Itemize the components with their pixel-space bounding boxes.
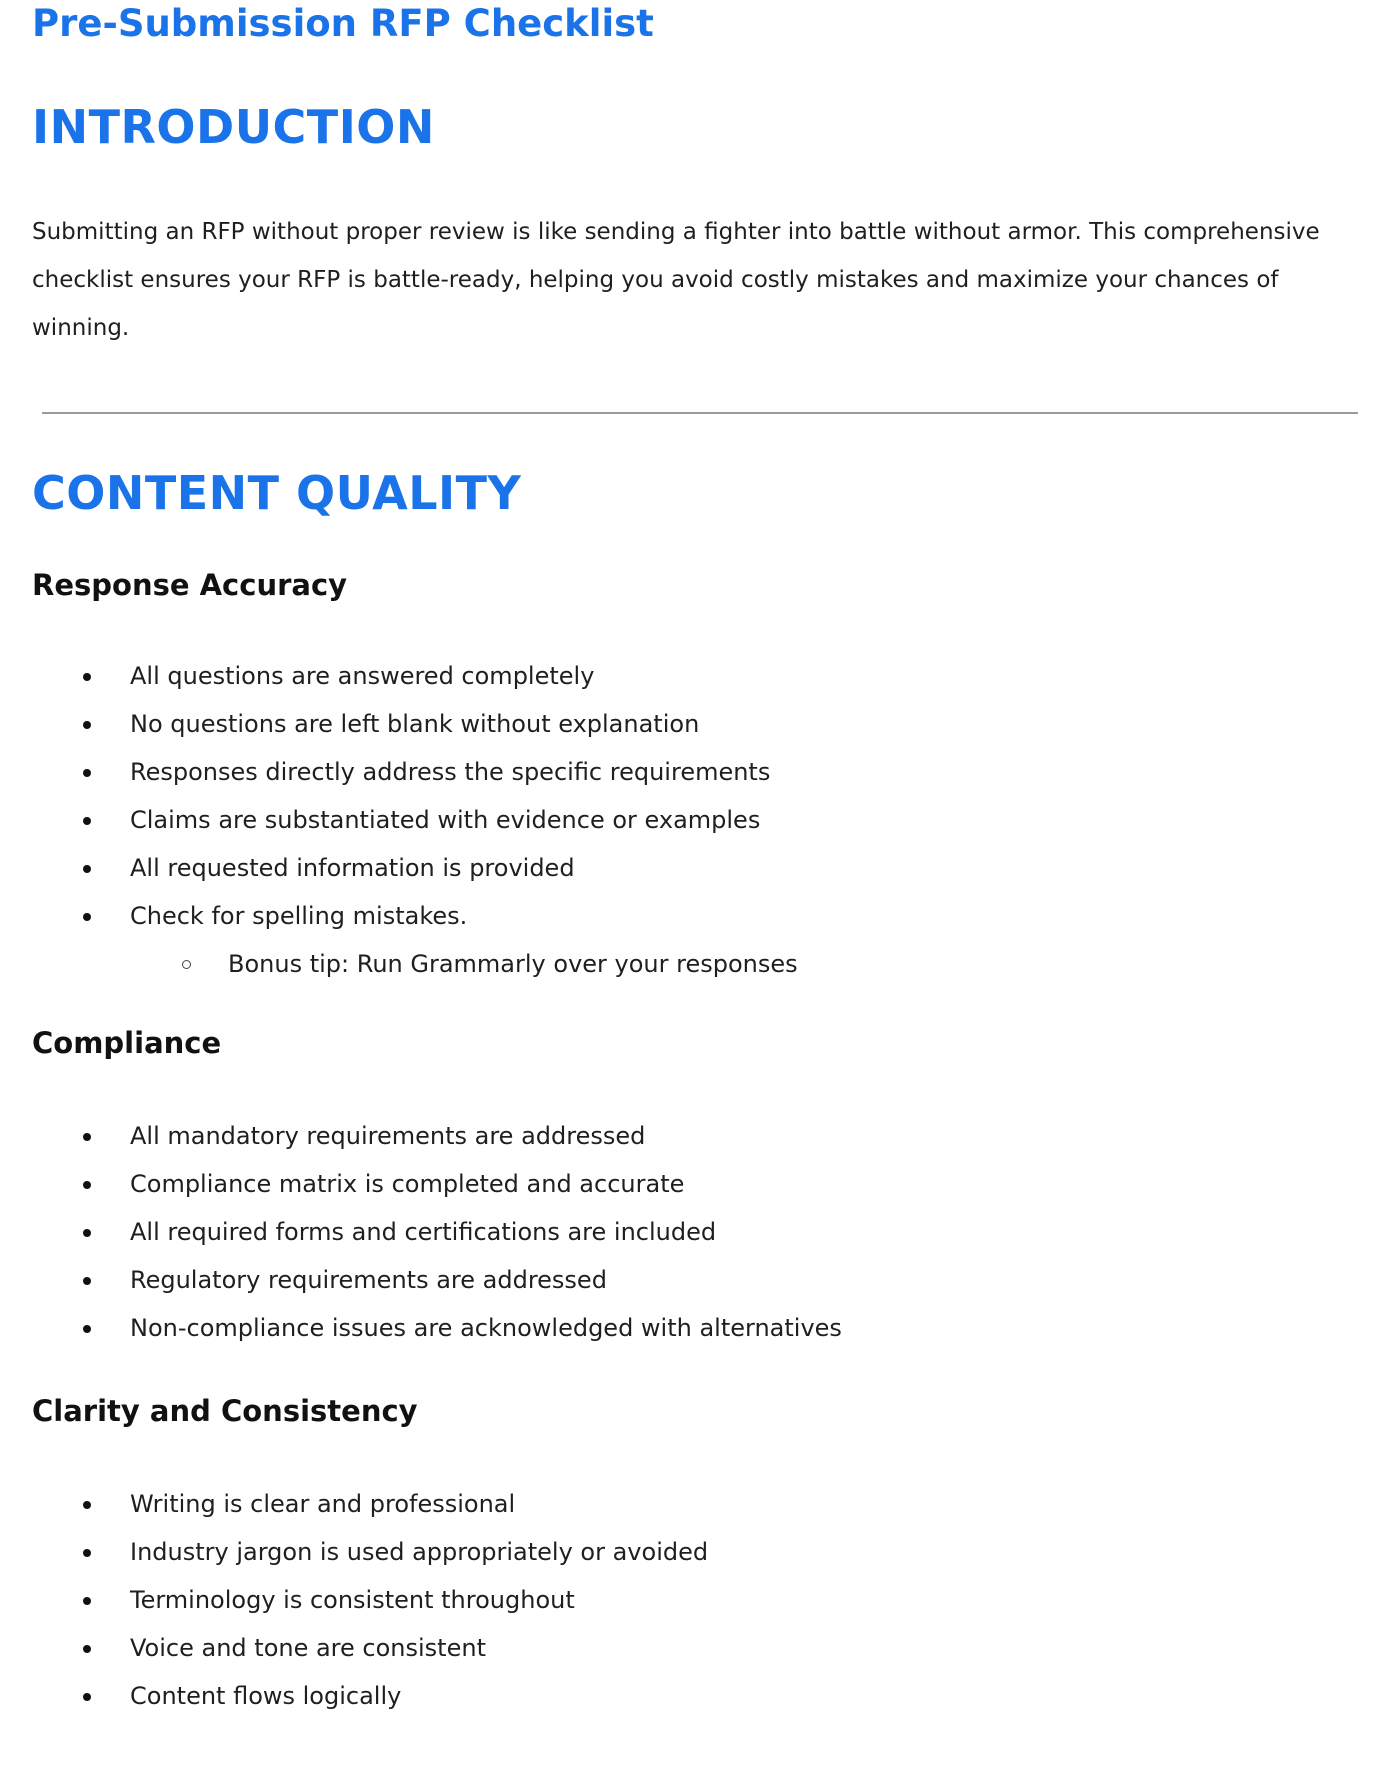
section-divider <box>42 412 1358 414</box>
introduction-paragraph: Submitting an RFP without proper review is like sending a fighter into battle without armor. This comprehensive checklist ensures your RFP is battle-ready, helping you avoid costly mistakes and maximize your chances of winning. <box>32 219 1320 341</box>
sub-list-item-text: Bonus tip: Run Grammarly over your responses <box>228 950 798 978</box>
bullet-icon <box>83 673 91 681</box>
bullet-icon <box>83 865 91 873</box>
bullet-icon <box>83 913 91 921</box>
list-item-text: All required forms and certifications are included <box>130 1218 717 1246</box>
list-item-text: Industry jargon is used appropriately or avoided <box>130 1538 709 1566</box>
list-item-text: Content flows logically <box>130 1682 402 1710</box>
bullet-icon <box>83 1693 91 1701</box>
list-item-text: No questions are left blank without explanation <box>130 710 700 738</box>
clarity-consistency-heading: Clarity and Consistency <box>32 1394 418 1428</box>
bullet-icon <box>83 1645 91 1653</box>
list-item-text: Claims are substantiated with evidence or examples <box>130 806 761 834</box>
list-item-text: Voice and tone are consistent <box>130 1634 486 1662</box>
list-item-text: Compliance matrix is completed and accurate <box>130 1170 685 1198</box>
list-item-text: Writing is clear and professional <box>130 1490 516 1518</box>
response-accuracy-heading: Response Accuracy <box>32 568 348 602</box>
document-title: Pre-Submission RFP Checklist <box>32 2 654 45</box>
list-item-text: All requested information is provided <box>130 854 575 882</box>
bullet-icon <box>83 1597 91 1605</box>
list-item-text: Terminology is consistent throughout <box>130 1586 575 1614</box>
bullet-icon <box>83 1549 91 1557</box>
bullet-icon <box>83 1325 91 1333</box>
bullet-icon <box>83 769 91 777</box>
bullet-icon <box>83 1229 91 1237</box>
bullet-icon <box>83 1133 91 1141</box>
list-item-text: All questions are answered completely <box>130 662 595 690</box>
hollow-bullet-icon <box>182 960 191 969</box>
compliance-heading: Compliance <box>32 1026 222 1060</box>
list-item-text: Responses directly address the specific requirements <box>130 758 771 786</box>
bullet-icon <box>83 721 91 729</box>
list-item-text: All mandatory requirements are addressed <box>130 1122 646 1150</box>
bullet-icon <box>83 1181 91 1189</box>
list-item-text: Regulatory requirements are addressed <box>130 1266 607 1294</box>
introduction-heading: INTRODUCTION <box>32 100 435 154</box>
bullet-icon <box>83 1277 91 1285</box>
list-item-text: Non-compliance issues are acknowledged with alternatives <box>130 1314 842 1342</box>
list-item-text: Check for spelling mistakes. <box>130 902 468 930</box>
bullet-icon <box>83 1501 91 1509</box>
content-quality-heading: CONTENT QUALITY <box>32 466 522 520</box>
bullet-icon <box>83 817 91 825</box>
